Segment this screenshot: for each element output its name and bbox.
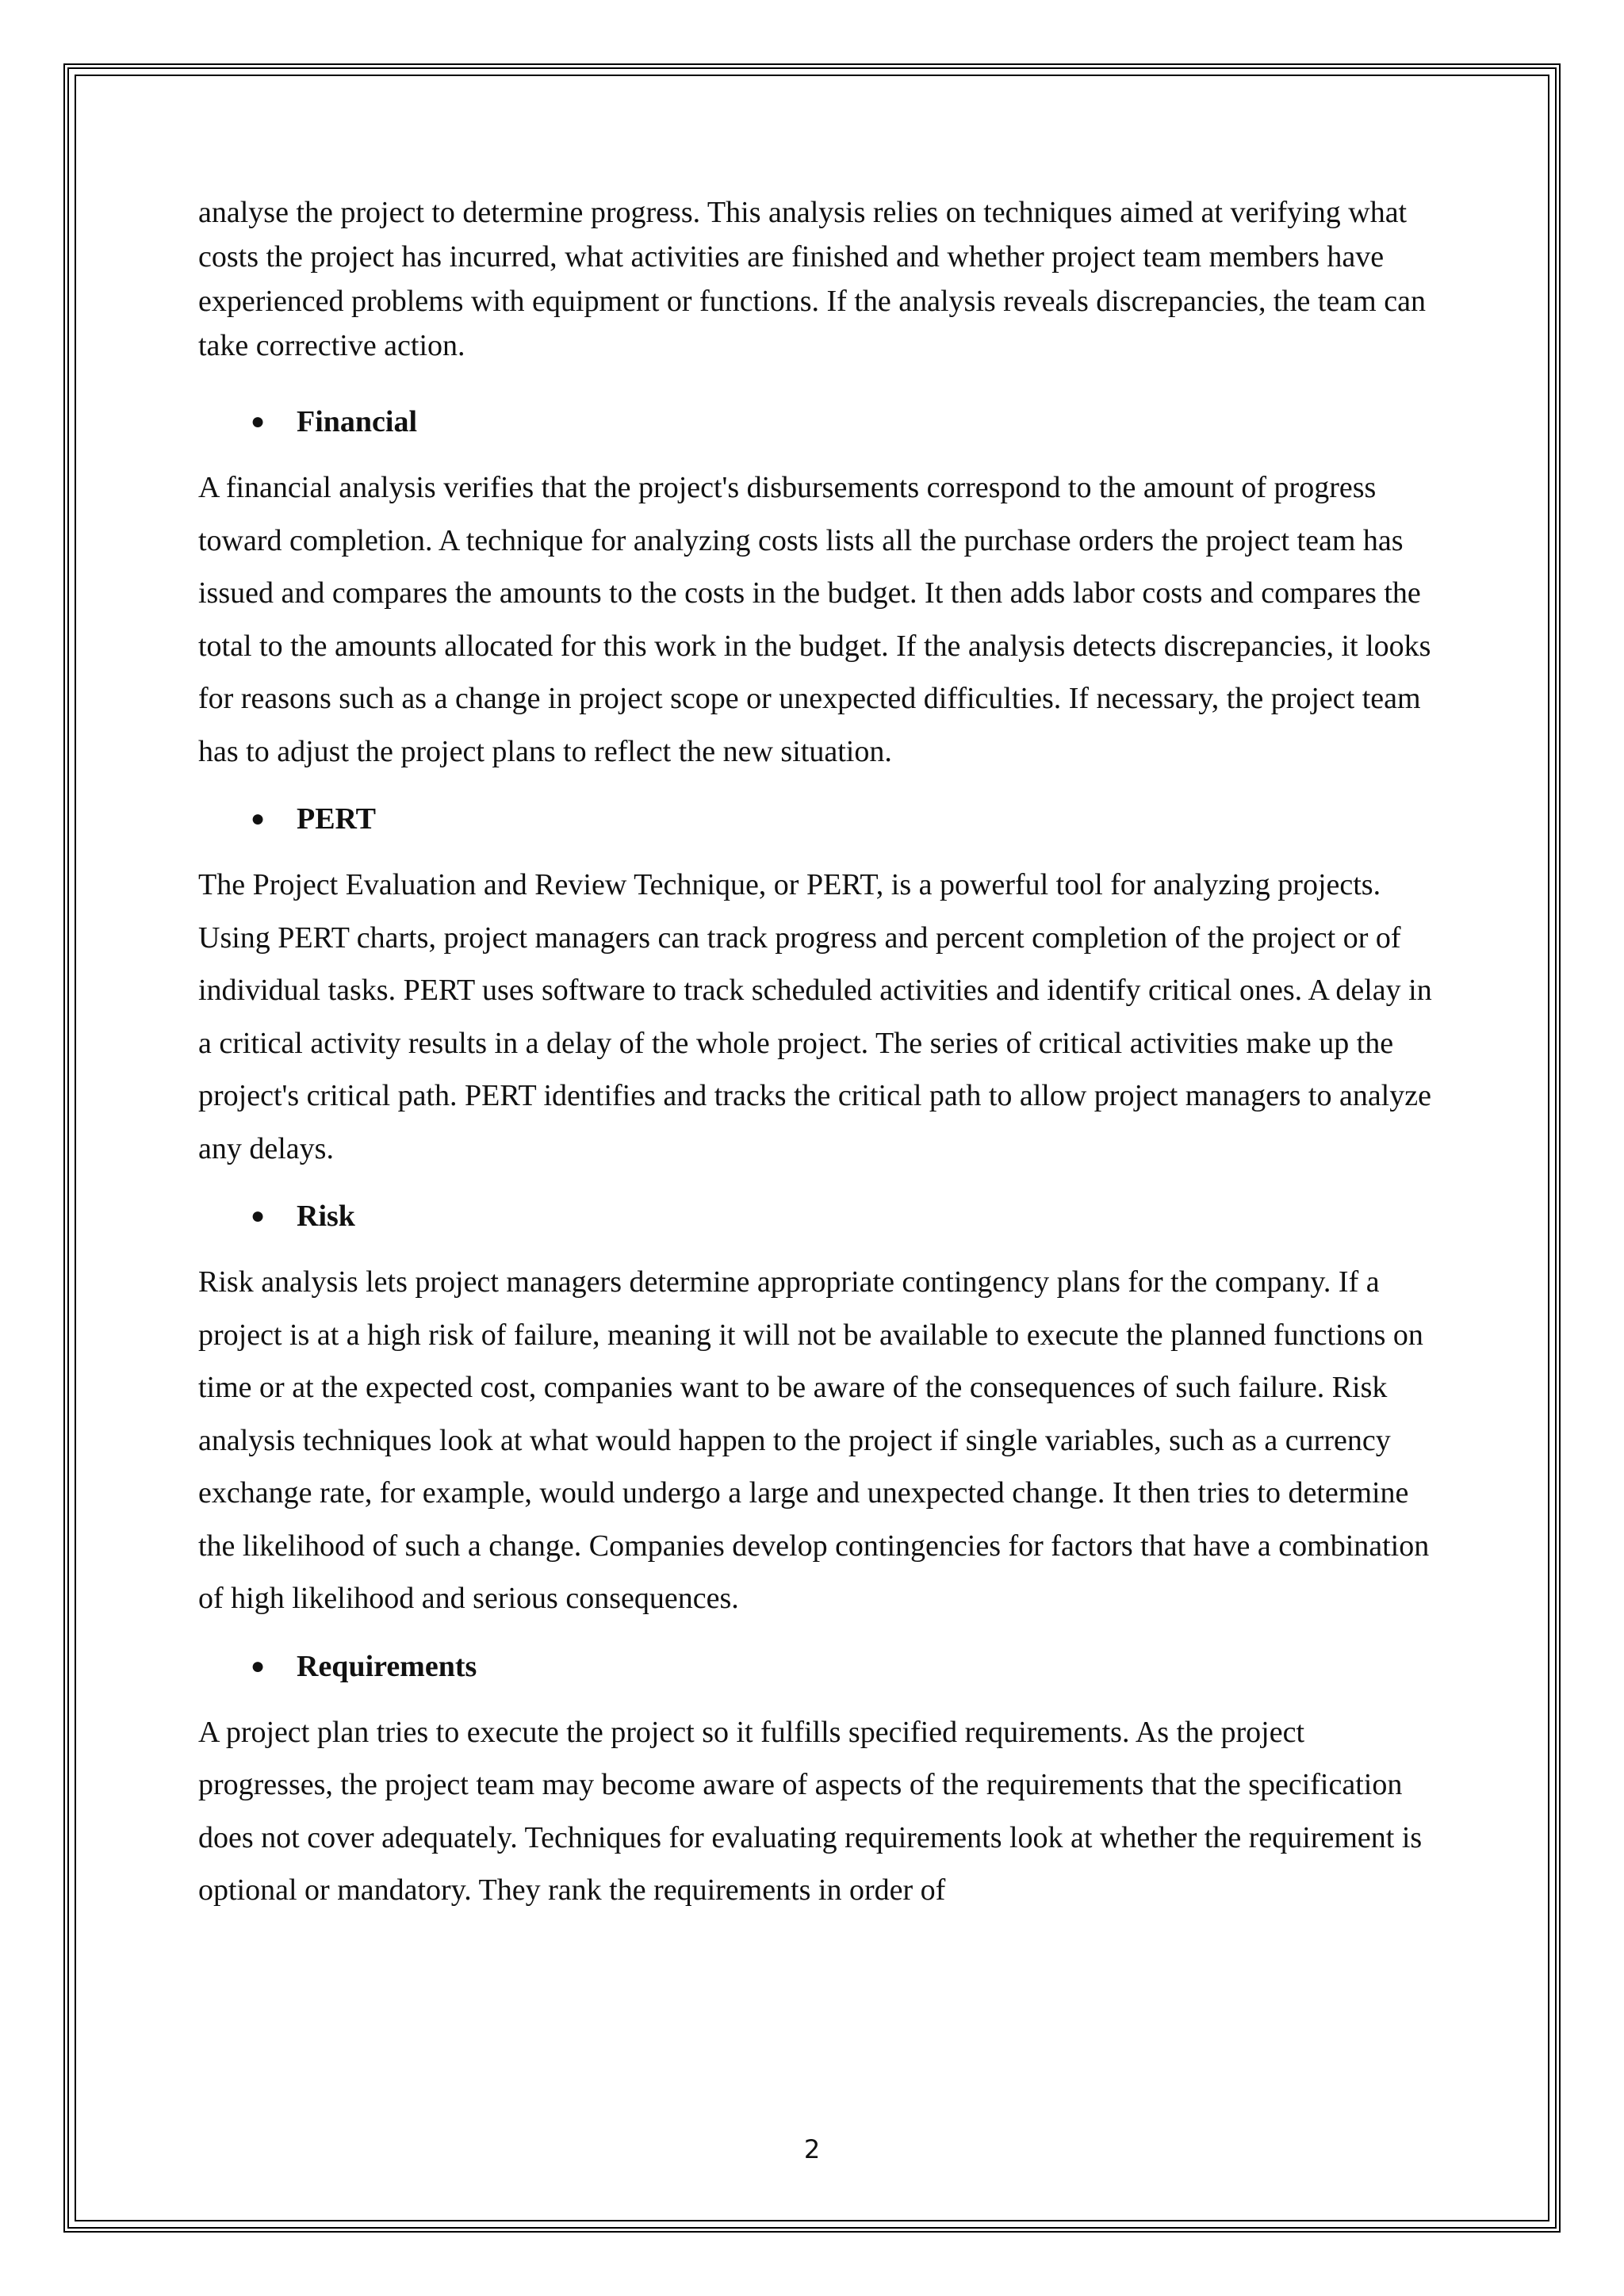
section-heading-financial xyxy=(198,398,1435,446)
page-number: 2 xyxy=(803,2134,821,2164)
document-body xyxy=(198,190,1435,1917)
bullet-icon: ● xyxy=(251,1203,266,1229)
bullet-icon: ● xyxy=(251,408,266,434)
bullet-icon: ● xyxy=(251,806,266,832)
section-body-risk: Risk analysis lets project managers determine appropriate contingency plans for the company. If a project is at a high risk of failure, meaning it will not be available to execute the planned functions on time or at the expected cost, companies want to be aware of the consequences of such failure. Risk analysis techniques look at what would happen to the project if single variables, such as a currency exchange rate, for example, would undergo a large and unexpected change. It then tries to determine the likelihood of such a change. Companies develop contingencies for factors that have a combination of high likelihood and serious consequences. xyxy=(198,1265,1430,1615)
section-heading-requirements xyxy=(198,1643,1435,1690)
section-body-financial: A financial analysis verifies that the project's disbursements correspond to the amount of progress toward completion. A technique for analyzing costs lists all the purchase orders the project team has issued and compares the amounts to the costs in the budget. It then adds labor costs and compares the total to the amounts allocated for this work in the budget. If the analysis detects discrepancies, it looks for reasons such as a change in project scope or unexpected difficulties. If necessary, the project team has to adjust the project plans to reflect the new situation. xyxy=(198,471,1431,768)
intro-paragraph: analyse the project to determine progress. This analysis relies on techniques aimed at verifying what costs the project has incurred, what activities are finished and whether project team members have experienced problems with equipment or functions. If the analysis reveals discrepancies, the team can take corrective action. xyxy=(198,196,1426,362)
section-body-requirements: A project plan tries to execute the project so it fulfills specified requirements. As the project progresses, the project team may become aware of aspects of the requirements that the specification does not cover adequately. Techniques for evaluating requirements look at whether the requirement is optional or mandatory. They rank the requirements in order of xyxy=(198,1715,1423,1907)
section-heading-label: Requirements xyxy=(297,1649,477,1683)
section-body-pert: The Project Evaluation and Review Technique, or PERT, is a powerful tool for analyzing projects. Using PERT charts, project managers can track progress and percent completion of the project or of individual tasks. PERT uses software to track scheduled activities and identify critical ones. A delay in a critical activity results in a delay of the whole project. The series of critical activities make up the project's critical path. PERT identifies and tracks the critical path to allow project managers to analyze any delays. xyxy=(198,868,1432,1165)
bullet-icon: ● xyxy=(251,1652,266,1679)
section-heading-label: Risk xyxy=(297,1200,355,1233)
section-heading-pert xyxy=(198,795,1435,843)
section-heading-risk xyxy=(198,1192,1435,1240)
section-heading-label: Financial xyxy=(297,405,418,438)
section-heading-label: PERT xyxy=(297,802,377,836)
